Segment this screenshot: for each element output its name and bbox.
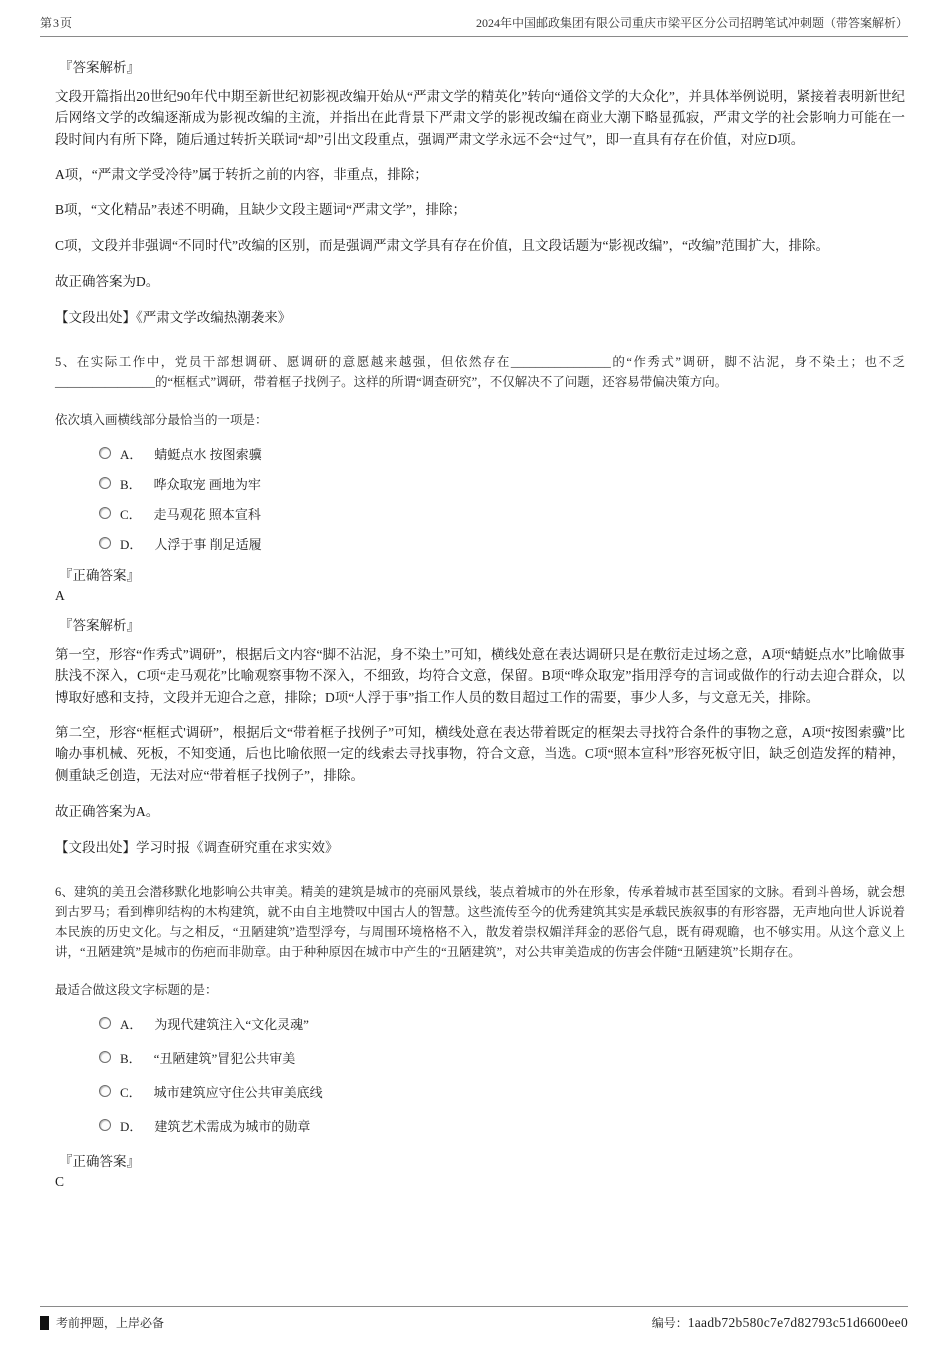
analysis-option-c: C项，文段并非强调“不同时代”改编的区别，而是强调严肃文学具有存在价值，且文段话题为“影视改编”，“改编”范围扩大，排除。 [55, 237, 829, 253]
analysis-heading: 『答案解析』 [59, 617, 140, 633]
passage-source: 【文段出处】学习时报《调查研究重在求实效》 [55, 839, 339, 855]
passage-source: 【文段出处】《严肃文学改编热潮袭来》 [55, 309, 292, 325]
question6-option-a[interactable] [55, 1014, 905, 1033]
radio-button-icon[interactable] [99, 537, 111, 549]
correct-answer-heading: 『正确答案』 [59, 1153, 140, 1169]
analysis-heading: 『答案解析』 [59, 60, 140, 75]
question5-analysis-p2: 第二空，形容“框框式'调研”，根据后文“带着框子找例子”可知，横线处意在表达带着既定的框架去寻找符合条件的事物之意，A项“按图索骥”比喻办事机械、死板，不知变通，后也比喻依照一定的线索去寻找事物，符合文意，当选。C项“照本宣科”形容死板守旧，缺乏创造发挥的精神，侧重缺乏创造，无法对应“带着框子找例子”，排除。 [55, 724, 905, 783]
option-text: 走马观花 照本宣科 [153, 506, 261, 522]
analysis-paragraph: 文段开篇指出20世纪90年代中期至新世纪初影视改编开始从“严肃文学的精英化”转向“通俗文学的大众化”，并具体举例说明，紧接着表明新世纪后网络文学的改编逐渐成为影视改编的主流，并指出在此背景下严肃文学的影视改编在商业大潮下略显孤寂，严肃文学的社会影响力可能在一段时间内有所下降，随后通过转折关联词“却”引出文段重点，强调严肃文学永远不会“过气”，即一直具有存在价值，对应D项。 [55, 89, 905, 147]
radio-button-icon[interactable] [99, 1017, 111, 1029]
question6-option-b[interactable] [55, 1048, 905, 1067]
footer-slogan: 考前押题，上岸必备 [56, 1316, 165, 1330]
question6-option-d[interactable] [55, 1116, 905, 1135]
option-text: 蜻蜓点水 按图索骥 [154, 446, 262, 462]
analysis-conclusion: 故正确答案为D。 [55, 273, 160, 289]
radio-button-icon[interactable] [99, 447, 111, 459]
radio-button-icon[interactable] [99, 1085, 111, 1097]
document-title: 2024年中国邮政集团有限公司重庆市梁平区分公司招聘笔试冲刺题（带答案解析） [475, 16, 908, 30]
footer-left [40, 1314, 164, 1331]
option-label: D． [120, 536, 143, 552]
option-label: A． [120, 446, 143, 462]
option-label: D． [120, 1118, 143, 1134]
footer-marker-icon [40, 1316, 49, 1330]
option-label: C． [120, 1084, 142, 1100]
question5-conclusion: 故正确答案为A。 [55, 803, 160, 819]
radio-button-icon[interactable] [99, 1051, 111, 1063]
radio-button-icon[interactable] [99, 1119, 111, 1131]
question5-prompt: 依次填入画横线部分最恰当的一项是： [55, 412, 268, 427]
option-text: 为现代建筑注入“文化灵魂” [154, 1016, 309, 1032]
question5-option-c[interactable] [55, 504, 905, 523]
option-label: C． [120, 506, 142, 522]
correct-answer-heading: 『正确答案』 [59, 567, 140, 583]
option-text: 哗众取宠 画地为牢 [153, 476, 261, 492]
page-header [40, 14, 908, 37]
question6-stem: 6、建筑的美丑会潜移默化地影响公共审美。精美的建筑是城市的亮丽风景线，装点着城市的外在形象，传承着城市甚至国家的文脉。看到斗兽场，就会想到古罗马；看到榫卯结构的木构建筑，就不由自主地赞叹中国古人的智慧。这些流传至今的优秀建筑其实是承载民族叙事的有形容器，无声地向世人诉说着本民族的历史文化。与之相反，“丑陋建筑”造型浮夸，与周围环境格格不入，散发着崇权媚洋拜金的恶俗气息，既有碍观瞻，也不够实用。从这个意义上讲，“丑陋建筑”是城市的伤疤而非勋章。由于种种原因在城市中产生的“丑陋建筑”，对公共审美造成的伤害会伴随“丑陋建筑”长期存在。 [55, 884, 906, 959]
option-label: A． [120, 1016, 143, 1032]
question5-option-a[interactable] [55, 444, 905, 463]
option-text: 城市建筑应守住公共审美底线 [153, 1084, 323, 1100]
question5-options [55, 444, 905, 553]
question5-correct-answer: A [55, 587, 65, 603]
option-label: B． [120, 476, 142, 492]
page-number: 第3页 [40, 16, 74, 30]
option-text: 建筑艺术需成为城市的勋章 [154, 1118, 311, 1134]
question6-prompt: 最适合做这段文字标题的是： [55, 982, 218, 997]
question5-option-b[interactable] [55, 474, 905, 493]
analysis-option-a: A项，“严肃文学受冷待”属于转折之前的内容，非重点，排除； [55, 166, 428, 182]
question5-option-d[interactable] [55, 534, 905, 553]
page-content [55, 48, 905, 1200]
option-text: “丑陋建筑”冒犯公共审美 [153, 1050, 296, 1066]
option-label: B． [120, 1050, 142, 1066]
question6-options [55, 1014, 905, 1135]
doc-id-code: 1aadb72b580c7e7d82793c51d6600ee0 [687, 1315, 908, 1330]
page-footer [40, 1306, 908, 1331]
analysis-option-b: B项，“文化精品”表述不明确，且缺少文段主题词“严肃文学”，排除； [55, 202, 466, 218]
option-text: 人浮于事 削足适履 [154, 536, 262, 552]
question6-option-c[interactable] [55, 1082, 905, 1101]
question6-correct-answer: C [55, 1173, 65, 1189]
footer-right [652, 1314, 908, 1331]
question5-analysis-p1: 第一空，形容“作秀式”调研”，根据后文内容“脚不沾泥，身不染土”可知，横线处意在表达调研只是在敷衍走过场之意，A项“蜻蜓点水”比喻做事肤浅不深入，C项“走马观花”比喻观察事物不深入，不细致，均符合文意，保留。B项“哗众取宠”指用浮夸的言词或做作的行动去迎合群众，以博取好感和支持，文段并无迎合之意，排除；D项“人浮于事”指工作人员的数目超过工作的需要，事少人多，与文意无关，排除。 [55, 646, 905, 705]
radio-button-icon[interactable] [99, 507, 111, 519]
radio-button-icon[interactable] [99, 477, 111, 489]
question5-stem: 5、在实际工作中，党员干部想调研、愿调研的意愿越来越强，但依然存在________________的“作秀式”调研，脚不沾泥，身不染土；也不乏________________的“框框式”调研，带着框子找例子。这样的所谓“调查研究”，不仅解决不了问题，还容易带偏决策方向。 [55, 354, 905, 389]
doc-id-label: 编号： [651, 1316, 688, 1330]
